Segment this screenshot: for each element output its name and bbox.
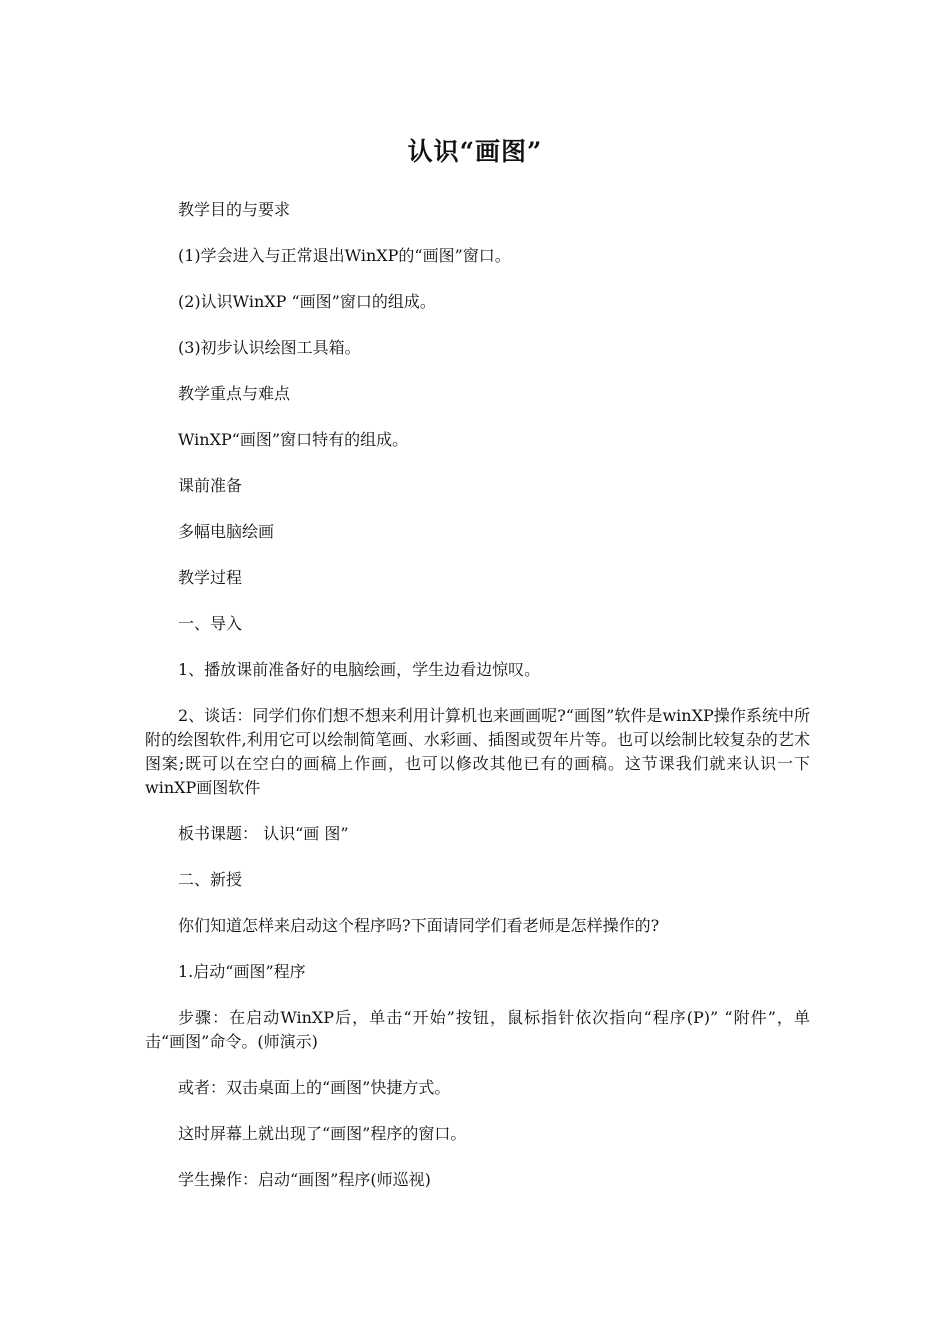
paragraph-window-appears: 这时屏幕上就出现了“画图”程序的窗口。 (178, 1124, 467, 1143)
paragraph-alternative: 或者：双击桌面上的“画图”快捷方式。 (178, 1078, 451, 1097)
document-title: 认识“画图” (407, 137, 543, 166)
paragraph-board-title: 板书课题： 认识“画 图” (178, 824, 349, 843)
paragraph-objective-1: (1)学会进入与正常退出WinXP的“画图”窗口。 (178, 246, 511, 265)
paragraph-section-new: 二、新授 (178, 870, 243, 889)
paragraph-objective-2: (2)认识WinXP “画图”窗口的组成。 (178, 292, 436, 311)
paragraph-preparation-heading: 课前准备 (178, 476, 243, 495)
paragraph-question: 你们知道怎样来启动这个程序吗?下面请同学们看老师是怎样操作的? (178, 916, 660, 935)
paragraph-objectives-heading: 教学目的与要求 (178, 200, 291, 219)
paragraph-intro-step-2: 2、谈话：同学们你们想不想来利用计算机也来画画呢?“画图”软件是winXP操作系统中所附的绘图软件,利用它可以绘制简笔画、水彩画、插图或贺年片等。也可以绘制比较复杂的艺术图案;既可以在空白的画稿上作画，也可以修改其他已有的画稿。这节课我们就来认识一下winXP画图软件 (145, 706, 810, 797)
paragraph-key-points-heading: 教学重点与难点 (178, 384, 291, 403)
document-body (145, 198, 810, 1214)
paragraph-intro-step-1: 1、播放课前准备好的电脑绘画，学生边看边惊叹。 (178, 660, 541, 679)
paragraph-preparation: 多幅电脑绘画 (178, 522, 275, 541)
paragraph-start-steps: 步骤：在启动WinXP后，单击“开始”按钮，鼠标指针依次指向“程序(P)” “附件”，单击“画图”命令。(师演示) (145, 1008, 810, 1051)
paragraph-section-intro: 一、导入 (178, 614, 243, 633)
paragraph-start-heading: 1.启动“画图”程序 (178, 962, 306, 981)
paragraph-key-points: WinXP“画图”窗口特有的组成。 (178, 430, 409, 449)
paragraph-student-operation: 学生操作：启动“画图”程序(师巡视) (178, 1170, 431, 1189)
paragraph-process-heading: 教学过程 (178, 568, 243, 587)
paragraph-objective-3: (3)初步认识绘图工具箱。 (178, 338, 361, 357)
